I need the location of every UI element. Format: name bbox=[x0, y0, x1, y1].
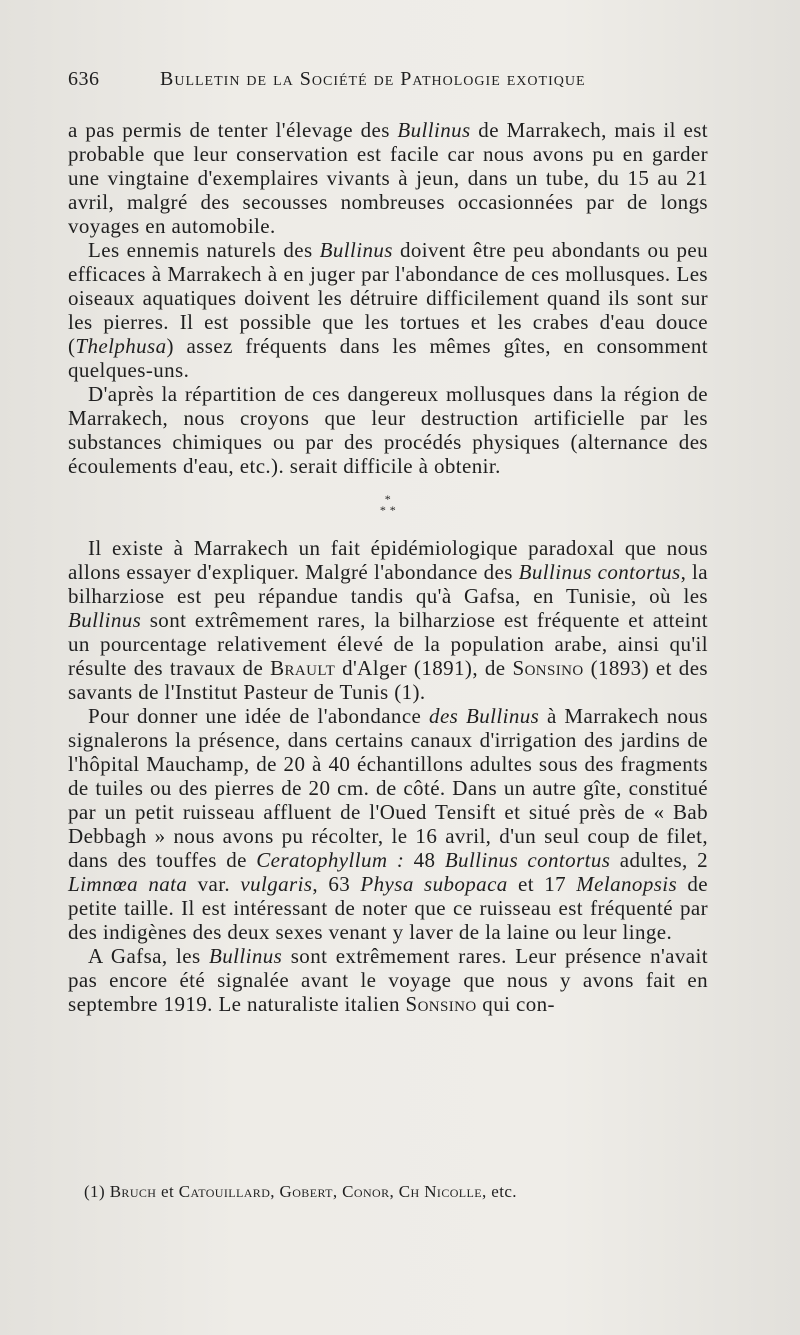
text-run: ) assez fréquents dans les mêmes gîtes, en consomment quelques-uns. bbox=[68, 334, 708, 382]
italic-run: Bullinus bbox=[319, 238, 393, 262]
text-run: a pas permis de tenter l'élevage des bbox=[68, 118, 398, 142]
text-run: de Marrakech, mais il est probable que leur conservation est facile car nous avons pu en garder une vingtaine d'exemplaires vivants à jeun, dans un tube, du 15 au 21 avril, malgré des secousses nombreuses occasionnées par de longs voyages en automobile. bbox=[68, 118, 708, 238]
paragraph-5 bbox=[68, 704, 708, 944]
paragraph-1 bbox=[68, 118, 708, 238]
text-run: Les ennemis naturels des bbox=[88, 238, 320, 262]
italic-run: Bullinus bbox=[209, 944, 283, 968]
text-run: var. bbox=[187, 872, 241, 896]
text-run: D'après la répartition de ces dangereux mollusques dans la région de Marrakech, nous croyons que leur destruction artificielle par les substances chimiques ou par des procédés physiques (alternance des écoulements d'eau, etc.). serait difficile à obtenir. bbox=[68, 382, 708, 478]
body-text bbox=[68, 118, 708, 1016]
italic-run: des Bullinus bbox=[429, 704, 540, 728]
text-run: de petite taille. Il est intéressant de noter que ce ruisseau est fréquenté par des indigènes des deux sexes venant y laver de la laine ou leur linge. bbox=[68, 872, 709, 944]
italic-run: Limnœa nata bbox=[68, 872, 188, 896]
italic-run: Physa subopaca bbox=[360, 872, 508, 896]
page-number: 636 bbox=[68, 68, 100, 90]
section-separator bbox=[68, 494, 708, 516]
author-name: Bruch bbox=[109, 1182, 157, 1201]
text-run: à Marrakech nous signalerons la présence, dans certains canaux d'irrigation des jardins de l'hôpital Mauchamp, de 20 à 40 échantillons adultes sous des fragments de tuiles ou des pierres de 20 cm. de côté. Dans un autre gîte, constitué par un petit ruisseau affluent de l'Oued Tensift et situé près de « Bab Debbagh » nous avons pu récolter, le 16 avril, d'un seul coup de filet, dans des touffes de bbox=[68, 704, 709, 872]
running-header bbox=[68, 68, 708, 98]
text-run: , etc. bbox=[481, 1182, 517, 1201]
paragraph-4 bbox=[68, 536, 708, 704]
text-run: doivent être peu abondants ou peu efficaces à Marrakech à en juger par l'abondance de ces mollusques. Les oiseaux aquatiques doivent les détruire difficilement quand ils sont sur les pierres. Il est possible que les tortues et les crabes d'eau douce ( bbox=[68, 238, 708, 358]
running-title: Bulletin de la Société de Pathologie exotique bbox=[160, 68, 586, 90]
author-name: Sonsino bbox=[405, 992, 477, 1016]
paragraph-2 bbox=[68, 238, 708, 382]
italic-run: vulgaris bbox=[240, 872, 313, 896]
italic-run: Bullinus contortus bbox=[444, 848, 611, 872]
text-run: sont extrêmement rares. Leur présence n'avait pas encore été signalée avant le voyage que nous y avons fait en septembre 1919. Le naturaliste italien bbox=[68, 944, 708, 1016]
text-run: , 63 bbox=[312, 872, 361, 896]
paragraph-6 bbox=[68, 944, 708, 1016]
footnote bbox=[84, 1182, 704, 1202]
text-run: sont extrêmement rares, la bilharziose est fréquente et atteint un pourcentage relativement élevé de la population arabe, ainsi qu'il résulte des travaux de bbox=[68, 608, 708, 680]
author-name: Catouillard, Gobert, Conor, Ch Nicolle bbox=[178, 1182, 482, 1201]
italic-run: Bullinus contortus bbox=[518, 560, 681, 584]
text-run: et 17 bbox=[507, 872, 577, 896]
author-name: Brault bbox=[270, 656, 336, 680]
text-run: , la bilharziose est peu répandue tandis qu'à Gafsa, en Tunisie, où les bbox=[68, 560, 709, 608]
text-run: d'Alger (1891), de bbox=[335, 656, 513, 680]
text-run: A Gafsa, les bbox=[88, 944, 210, 968]
italic-run: Bullinus bbox=[68, 608, 142, 632]
text-run: Il existe à Marrakech un fait épidémiologique paradoxal que nous allons essayer d'expliquer. Malgré l'abondance des bbox=[68, 536, 708, 584]
separator-star-bottom: * * bbox=[379, 503, 397, 517]
text-run: et bbox=[156, 1182, 179, 1201]
italic-run: Thelphusa bbox=[75, 334, 167, 358]
text-run: 48 bbox=[404, 848, 445, 872]
text-run: qui con- bbox=[476, 992, 555, 1016]
text-run: (1893) et des savants de l'Institut Pasteur de Tunis (1). bbox=[68, 656, 708, 704]
italic-run: Melanopsis bbox=[576, 872, 678, 896]
footnote-marker: (1) bbox=[84, 1182, 110, 1201]
italic-run: Ceratophyllum : bbox=[256, 848, 405, 872]
separator-star-top: * bbox=[384, 492, 392, 506]
italic-run: Bullinus bbox=[397, 118, 471, 142]
text-run: adultes, 2 bbox=[610, 848, 708, 872]
author-name: Sonsino bbox=[512, 656, 584, 680]
text-run: Pour donner une idée de l'abondance bbox=[88, 704, 430, 728]
paragraph-3 bbox=[68, 382, 708, 478]
